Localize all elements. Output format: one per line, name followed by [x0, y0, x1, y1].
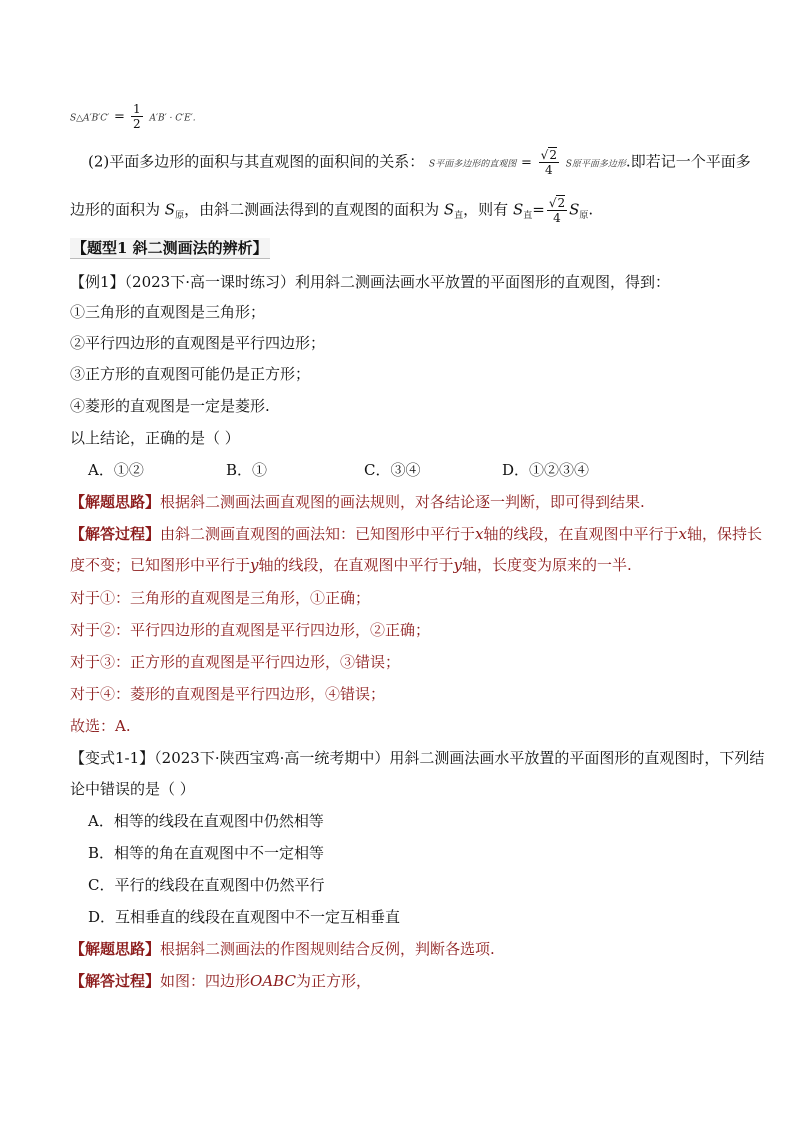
- variant-option-d: D．互相垂直的线段在直观图中不一定互相垂直: [88, 908, 401, 926]
- variant-option-b: B．相等的角在直观图中不一定相等: [88, 844, 325, 862]
- variant-1-1-process: 【解答过程】如图：四边形OABC为正方形，: [70, 972, 371, 990]
- variant-1-1-question-line-1: 【变式1-1】（2023下·陕西宝鸡·高一统考期中）用斜二测画法画水平放置的平面图形的直观图时，下列结: [70, 749, 765, 767]
- judgement-1: 对于①：三角形的直观图是三角形，①正确；: [70, 589, 371, 607]
- section-heading: 【题型1 斜二测画法的辨析】: [72, 239, 268, 257]
- variant-1-1-idea: 【解题思路】根据斜二测画法的作图规则结合反例，判断各选项.: [70, 940, 495, 958]
- variant-option-c: C．平行的线段在直观图中仍然平行: [88, 876, 325, 894]
- option-a: A．①②: [88, 461, 144, 479]
- example-1-question: 【例1】（2023下·高一课时练习）利用斜二测画法画水平放置的平面图形的直观图，得到：: [70, 273, 671, 291]
- example-1-prompt: 以上结论，正确的是（ ）: [70, 429, 240, 447]
- example-1-process-line-2: 度不变；已知图形中平行于y轴的线段，在直观图中平行于y轴，长度变为原来的一半.: [70, 556, 632, 574]
- option-b: B．①: [226, 461, 268, 479]
- fraction-half: $\frac{1}{2}$: [133, 102, 141, 131]
- example-1-process-line-1: 【解答过程】由斜二测画直观图的画法知：已知图形中平行于x轴的线段，在直观图中平行于x轴，保持长: [70, 525, 762, 543]
- judgement-4: 对于④：菱形的直观图是平行四边形，④错误；: [70, 685, 386, 703]
- example-1-item-4: ④菱形的直观图是一定是菱形.: [70, 397, 270, 415]
- variant-option-a: A．相等的线段在直观图中仍然相等: [88, 812, 324, 830]
- area-symbol: S△A′B′C′: [70, 113, 110, 124]
- area-relation-line-2: 边形的面积为 $S_原$，由斜二测画法得到的直观图的面积为 $S_直$，则有 $S_直=$ $\frac{√2}{4}$ $S_原$.: [70, 196, 594, 225]
- fraction-root2-over-4-b: $\frac{√2}{4}$: [548, 196, 566, 225]
- area-product: A′B′ · C′E′: [149, 113, 193, 124]
- example-1-options: [88, 460, 748, 480]
- example-1-answer: 故选：A.: [70, 717, 131, 735]
- variant-1-1-question-line-2: 论中错误的是（ ）: [70, 780, 195, 798]
- example-1-item-3: ③正方形的直观图可能仍是正方形；: [70, 365, 311, 383]
- example-1-idea: 【解题思路】根据斜二测画法画直观图的画法规则，对各结论逐一判断，即可得到结果.: [70, 493, 645, 511]
- fraction-root2-over-4: $\frac{√2}{4}$: [540, 148, 557, 177]
- judgement-3: 对于③：正方形的直观图是平行四边形，③错误；: [70, 653, 401, 671]
- area-formula: S△A′B′C′ = $\frac{1}{2}$ A′B′ · C′E′.: [70, 102, 196, 131]
- option-d: D．①②③④: [502, 461, 590, 479]
- area-relation-line-1: (2)平面多边形的面积与其直观图的面积间的关系： S平面多边形的直观图 = $\frac{√2}{4}$ S原平面多边形.即若记一个平面多: [88, 148, 751, 177]
- judgement-2: 对于②：平行四边形的直观图是平行四边形，②正确；: [70, 621, 431, 639]
- example-1-item-2: ②平行四边形的直观图是平行四边形；: [70, 334, 326, 352]
- example-1-item-1: ①三角形的直观图是三角形；: [70, 303, 266, 321]
- option-c: C．③④: [364, 461, 421, 479]
